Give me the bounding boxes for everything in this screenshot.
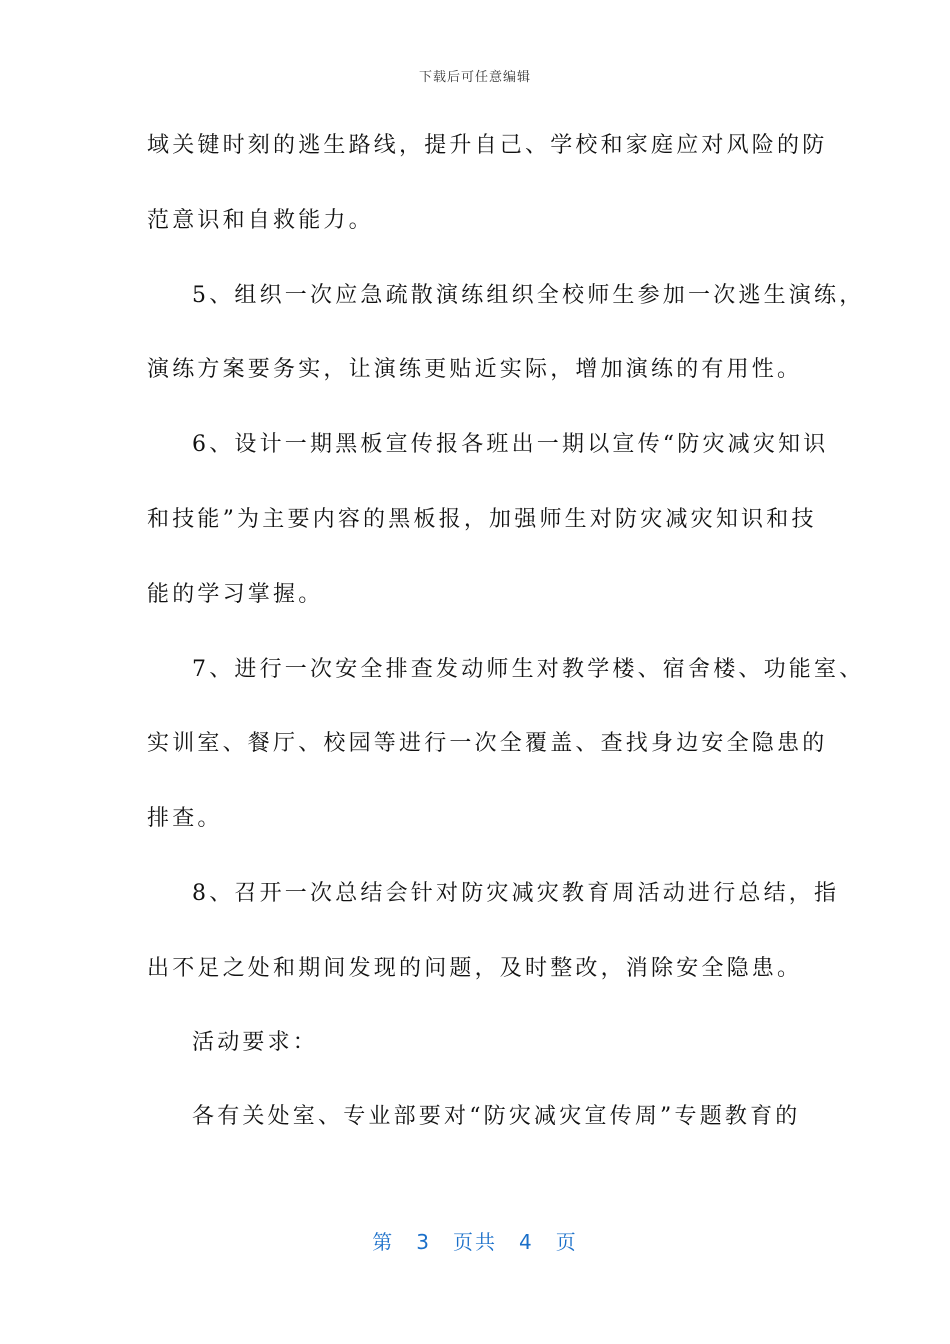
paragraph-line: 5、组织一次应急疏散演练组织全校师生参加一次逃生演练， [192, 283, 865, 308]
paragraph-line: 和技能”为主要内容的黑板报，加强师生对防灾减灾知识和技 [147, 507, 817, 532]
paragraph-line: 范意识和自救能力。 [147, 208, 374, 233]
footer-middle: 页共 [453, 1230, 497, 1254]
paragraph-line: 域关键时刻的逃生路线，提升自己、学校和家庭应对风险的防 [147, 133, 828, 158]
footer-suffix: 页 [555, 1230, 578, 1254]
header-note: 下载后可任意编辑 [418, 70, 531, 85]
section-heading: 活动要求： [192, 1030, 319, 1055]
paragraph-line: 各有关处室、专业部要对“防灾减灾宣传周”专题教育的 [192, 1104, 801, 1129]
paragraph-line: 8、召开一次总结会针对防灾减灾教育周活动进行总结，指 [192, 881, 840, 906]
footer-total-pages: 4 [519, 1230, 534, 1254]
paragraph-line: 6、设计一期黑板宣传报各班出一期以宣传“防灾减灾知识 [192, 432, 829, 457]
footer-current-page: 3 [416, 1230, 431, 1254]
footer-prefix: 第 [372, 1230, 395, 1254]
paragraph-line: 实训室、餐厅、校园等进行一次全覆盖、查找身边安全隐患的 [147, 731, 828, 756]
page-footer [0, 1226, 950, 1255]
paragraph-line: 演练方案要务实，让演练更贴近实际，增加演练的有用性。 [147, 357, 803, 382]
paragraph-line: 7、进行一次安全排查发动师生对教学楼、宿舍楼、功能室、 [192, 657, 865, 682]
paragraph-line: 出不足之处和期间发现的问题，及时整改，消除安全隐患。 [147, 956, 803, 981]
paragraph-line: 排查。 [147, 806, 223, 831]
paragraph-line: 能的学习掌握。 [147, 582, 324, 607]
